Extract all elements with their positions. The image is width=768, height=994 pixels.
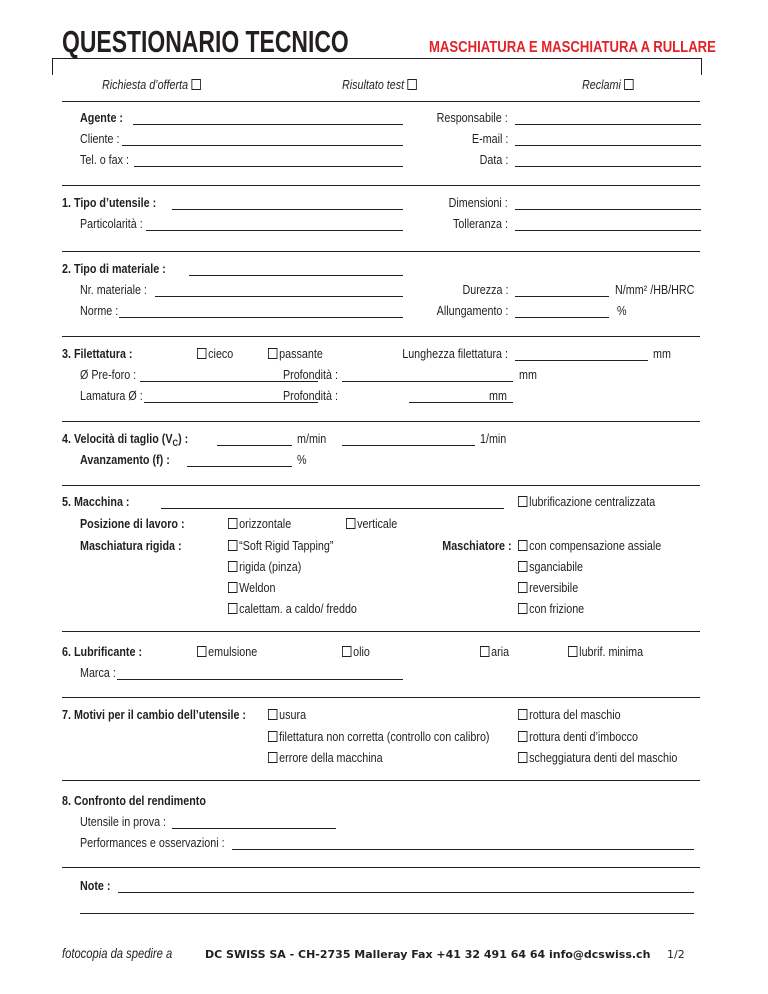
divider: [62, 336, 700, 337]
field-nr-materiale[interactable]: [155, 296, 403, 297]
field-avanzamento[interactable]: [187, 466, 292, 467]
option-sganciabile[interactable]: sganciabile: [518, 560, 583, 574]
checkbox-lubrif-minima[interactable]: [568, 646, 577, 657]
divider: [62, 631, 700, 632]
label-avanzamento: Avanzamento (f) :: [80, 453, 170, 467]
field-email[interactable]: [515, 145, 701, 146]
checkbox-verticale[interactable]: [346, 518, 355, 529]
checkbox-soft-rigid[interactable]: [228, 540, 237, 551]
label-tel: Tel. o fax :: [80, 153, 130, 167]
field-particolarita[interactable]: [146, 230, 403, 231]
option-soft-rigid[interactable]: “Soft Rigid Tapping”: [228, 539, 333, 553]
checkbox-test[interactable]: [407, 79, 416, 90]
label-profondita-2: Profondità :: [283, 389, 338, 403]
option-frizione[interactable]: con frizione: [518, 602, 584, 616]
option-errore-macchina[interactable]: errore della macchina: [268, 751, 383, 765]
label-email: E-mail :: [471, 132, 508, 146]
field-responsabile[interactable]: [515, 124, 701, 125]
label-cliente: Cliente :: [80, 132, 120, 146]
option-scheggiatura[interactable]: scheggiatura denti del maschio: [518, 751, 677, 765]
unit-allungamento: %: [617, 304, 627, 318]
option-cieco[interactable]: cieco: [197, 347, 233, 361]
checkbox-emulsione[interactable]: [197, 646, 206, 657]
divider: [62, 251, 700, 252]
checkbox-reversibile[interactable]: [518, 582, 527, 593]
checkbox-rottura[interactable]: [518, 709, 527, 720]
section-7-title: 7. Motivi per il cambio dell’utensile :: [62, 708, 246, 722]
label-maschiatura-rigida: Maschiatura rigida :: [80, 539, 182, 553]
label-durezza: Durezza :: [461, 283, 508, 297]
label-data: Data :: [479, 153, 508, 167]
checkbox-rigida-pinza[interactable]: [228, 561, 237, 572]
section-8-title: 8. Confronto del rendimento: [62, 794, 206, 808]
section-6-title: 6. Lubrificante :: [62, 645, 143, 659]
checkbox-cieco[interactable]: [197, 348, 206, 359]
field-data[interactable]: [515, 166, 701, 167]
divider: [62, 867, 700, 868]
option-reclami[interactable]: Reclami: [582, 78, 635, 92]
unit-avanzamento: %: [297, 453, 307, 467]
option-aria[interactable]: aria: [480, 645, 509, 659]
checkbox-olio[interactable]: [342, 646, 351, 657]
option-calettamento[interactable]: calettam. a caldo/ freddo: [228, 602, 357, 616]
option-rottura-maschio[interactable]: rottura del maschio: [518, 708, 621, 722]
field-tipo-utensile[interactable]: [172, 209, 403, 210]
option-passante[interactable]: passante: [268, 347, 323, 361]
field-marca[interactable]: [117, 679, 403, 680]
header-frame: [52, 58, 702, 75]
unit-velocita: m/min: [297, 432, 327, 446]
label-allungamento: Allungamento :: [436, 304, 508, 318]
field-tolleranza[interactable]: [515, 230, 701, 231]
label-lamatura: Lamatura Ø :: [80, 389, 143, 403]
option-lubrif-minima[interactable]: lubrif. minima: [568, 645, 643, 659]
page-subtitle: MASCHIATURA E MASCHIATURA A RULLARE: [429, 39, 716, 56]
unit-profondita-1: mm: [519, 368, 537, 382]
section-5-title: 5. Macchina :: [62, 495, 130, 509]
section-1-title: 1. Tipo d’utensile :: [62, 196, 157, 210]
divider: [62, 780, 700, 781]
divider: [62, 101, 700, 102]
field-allungamento[interactable]: [515, 317, 609, 318]
option-richiesta-offerta[interactable]: Richiesta d’offerta: [102, 78, 202, 92]
checkbox-frizione[interactable]: [518, 603, 527, 614]
section-3-title: 3. Filettatura :: [62, 347, 133, 361]
option-weldon[interactable]: Weldon: [228, 581, 275, 595]
label-performances: Performances e osservazioni :: [80, 836, 225, 850]
section-2-title: 2. Tipo di materiale :: [62, 262, 166, 276]
unit-profondita-2: mm: [489, 389, 507, 403]
field-macchina[interactable]: [161, 508, 504, 509]
checkbox-offerta[interactable]: [191, 79, 200, 90]
field-norme[interactable]: [119, 317, 403, 318]
checkbox-calettamento[interactable]: [228, 603, 237, 614]
option-verticale[interactable]: verticale: [346, 517, 397, 531]
option-reversibile[interactable]: reversibile: [518, 581, 578, 595]
label-tolleranza: Tolleranza :: [453, 217, 508, 231]
label-nr-materiale: Nr. materiale :: [80, 283, 147, 297]
checkbox-usura[interactable]: [268, 709, 277, 720]
option-usura[interactable]: usura: [268, 708, 306, 722]
field-dimensioni[interactable]: [515, 209, 701, 210]
field-tipo-materiale[interactable]: [189, 275, 403, 276]
label-dimensioni: Dimensioni :: [448, 196, 508, 210]
option-emulsione[interactable]: emulsione: [197, 645, 257, 659]
unit-durezza: N/mm² /HB/HRC: [615, 283, 695, 297]
field-tel[interactable]: [134, 166, 403, 167]
label-utensile-prova: Utensile in prova :: [80, 815, 167, 829]
label-agente: Agente :: [80, 111, 123, 125]
checkbox-passante[interactable]: [268, 348, 277, 359]
field-agente[interactable]: [133, 124, 403, 125]
checkbox-sganciabile[interactable]: [518, 561, 527, 572]
field-performances[interactable]: [232, 849, 694, 850]
page-title: QUESTIONARIO TECNICO: [62, 24, 349, 59]
field-profondita-1[interactable]: [342, 381, 513, 382]
label-preforo: Ø Pre-foro :: [80, 368, 137, 382]
checkbox-lubrificazione[interactable]: [518, 496, 527, 507]
checkbox-compensazione[interactable]: [518, 540, 527, 551]
label-profondita-1: Profondità :: [283, 368, 338, 382]
label-norme: Norme :: [80, 304, 119, 318]
label-lunghezza: Lunghezza filettatura :: [402, 347, 508, 361]
section-4-title: 4. Velocità di taglio $(V_C)$ :: [62, 432, 189, 448]
page-number: 1/2: [667, 948, 685, 961]
option-compensazione[interactable]: con compensazione assiale: [518, 539, 661, 553]
field-lunghezza[interactable]: [515, 360, 648, 361]
option-rigida-pinza[interactable]: rigida (pinza): [228, 560, 301, 574]
field-utensile-prova[interactable]: [172, 828, 336, 829]
unit-giri: 1/min: [480, 432, 507, 446]
field-cliente[interactable]: [122, 145, 403, 146]
checkbox-scheggiatura[interactable]: [518, 752, 527, 763]
field-note-2[interactable]: [80, 913, 694, 914]
label-particolarita: Particolarità :: [80, 217, 143, 231]
field-velocita[interactable]: [217, 445, 292, 446]
checkbox-errore[interactable]: [268, 752, 277, 763]
divider: [62, 485, 700, 486]
checkbox-reclami[interactable]: [624, 79, 633, 90]
divider: [62, 421, 700, 422]
footer-instruction: fotocopia da spedire a: [62, 945, 173, 961]
option-lubrificazione[interactable]: lubrificazione centralizzata: [518, 495, 655, 509]
field-durezza[interactable]: [515, 296, 609, 297]
option-orizzontale[interactable]: orizzontale: [228, 517, 291, 531]
divider: [62, 697, 700, 698]
field-giri[interactable]: [342, 445, 475, 446]
option-rottura-denti[interactable]: rottura denti d’imbocco: [518, 730, 638, 744]
checkbox-weldon[interactable]: [228, 582, 237, 593]
label-posizione: Posizione di lavoro :: [80, 517, 185, 531]
option-olio[interactable]: olio: [342, 645, 370, 659]
checkbox-orizzontale[interactable]: [228, 518, 237, 529]
divider: [62, 185, 700, 186]
checkbox-rottura-denti[interactable]: [518, 731, 527, 742]
footer-company: DC SWISS SA - CH-2735 Malleray Fax +41 32 491 64 64 info@dcswiss.ch: [205, 948, 651, 961]
label-responsabile: Responsabile :: [436, 111, 508, 125]
option-risultato-test[interactable]: Risultato test: [342, 78, 418, 92]
label-maschiatore: Maschiatore :: [442, 539, 512, 553]
checkbox-aria[interactable]: [480, 646, 489, 657]
label-note: Note :: [80, 879, 111, 893]
field-note-1[interactable]: [118, 892, 694, 893]
unit-lunghezza: mm: [653, 347, 671, 361]
label-marca: Marca :: [80, 666, 116, 680]
checkbox-filettatura[interactable]: [268, 731, 277, 742]
option-filettatura-non-corretta[interactable]: filettatura non corretta (controllo con calibro): [268, 730, 490, 744]
